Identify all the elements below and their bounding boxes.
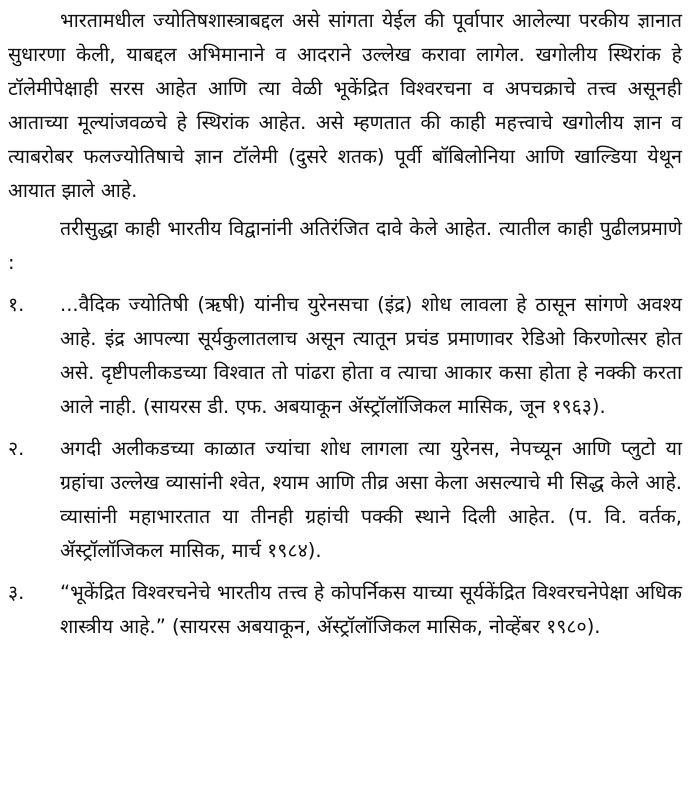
claims-intro-paragraph: तरीसुद्धा काही भारतीय विद्वानांनी अतिरंजित दावे केले आहेत. त्यातील काही पुढीलप्रमाणे :: [8, 217, 682, 274]
list-item-number: ३.: [8, 581, 25, 604]
list-item: [8, 288, 682, 424]
list-item-text: ...वैदिक ज्योतिषी (ऋषी) यांनीच युरेनसचा (इंद्र) शोध लावला हे ठासून सांगणे अवश्य आहे. इंद्र आपल्या सूर्यकुलातलाच असून त्यातून प्रचंड प्रमाणावर रेडिओ किरणोत्सर होत असे. दृष्टीपलीकडच्या विश्वात तो पांढरा होता व त्याचा आकार कसा होता हे नक्की करता आले नाही. (सायरस डी. एफ. अबयाकून ॲस्ट्रॉलॉजिकल मासिक, जून १९६३).: [60, 293, 682, 418]
intro-paragraph: भारतामधील ज्योतिषशास्त्राबद्दल असे सांगता येईल की पूर्वापार आलेल्या परकीय ज्ञानात सुधारणा केली, याबद्दल अभिमानाने व आदराने उल्लेख करावा लागेल. खगोलीय स्थिरांक हे टॉलेमीपेक्षाही सरस आहेत आणि त्या वेळी भूकेंद्रित विश्वरचना व अपचक्राचे तत्त्व असूनही आताच्या मूल्यांजवळचे हे स्थिरांक आहेत. असे म्हणतात की काही महत्त्वाचे खगोलीय ज्ञान व त्याबरोबर फलज्योतिषाचे ज्ञान टॉलेमी (दुसरे शतक) पूर्वी बॉबिलोनिया आणि खाल्डिया येथून आयात झाले आहे.: [8, 9, 682, 202]
list-item: [8, 576, 682, 644]
list-item-text: “भूकेंद्रित विश्वरचनेचे भारतीय तत्त्व हे कोपर्निकस याच्या सूर्यकेंद्रित विश्वरचनेपेक्षा अधिक शास्त्रीय आहे.” (सायरस अबयाकून, ॲस्ट्रॉलॉजिकल मासिक, नोव्हेंबर १९८०).: [60, 581, 682, 638]
list-item: [8, 432, 682, 568]
list-item-number: १.: [8, 293, 25, 316]
claims-list: [8, 288, 682, 644]
list-item-number: २.: [8, 437, 25, 460]
list-item-text: अगदी अलीकडच्या काळात ज्यांचा शोध लागला त्या युरेनस, नेपच्यून आणि प्लुटो या ग्रहांचा उल्लेख व्यासांनी श्वेत, श्याम आणि तीव्र असा केला असल्याचे मी सिद्ध केले आहे. व्यासांनी महाभारतात या तीनही ग्रहांची पक्की स्थाने दिली आहेत. (प. वि. वर्तक, ॲस्ट्रॉलॉजिकल मासिक, मार्च १९८४).: [60, 437, 682, 562]
